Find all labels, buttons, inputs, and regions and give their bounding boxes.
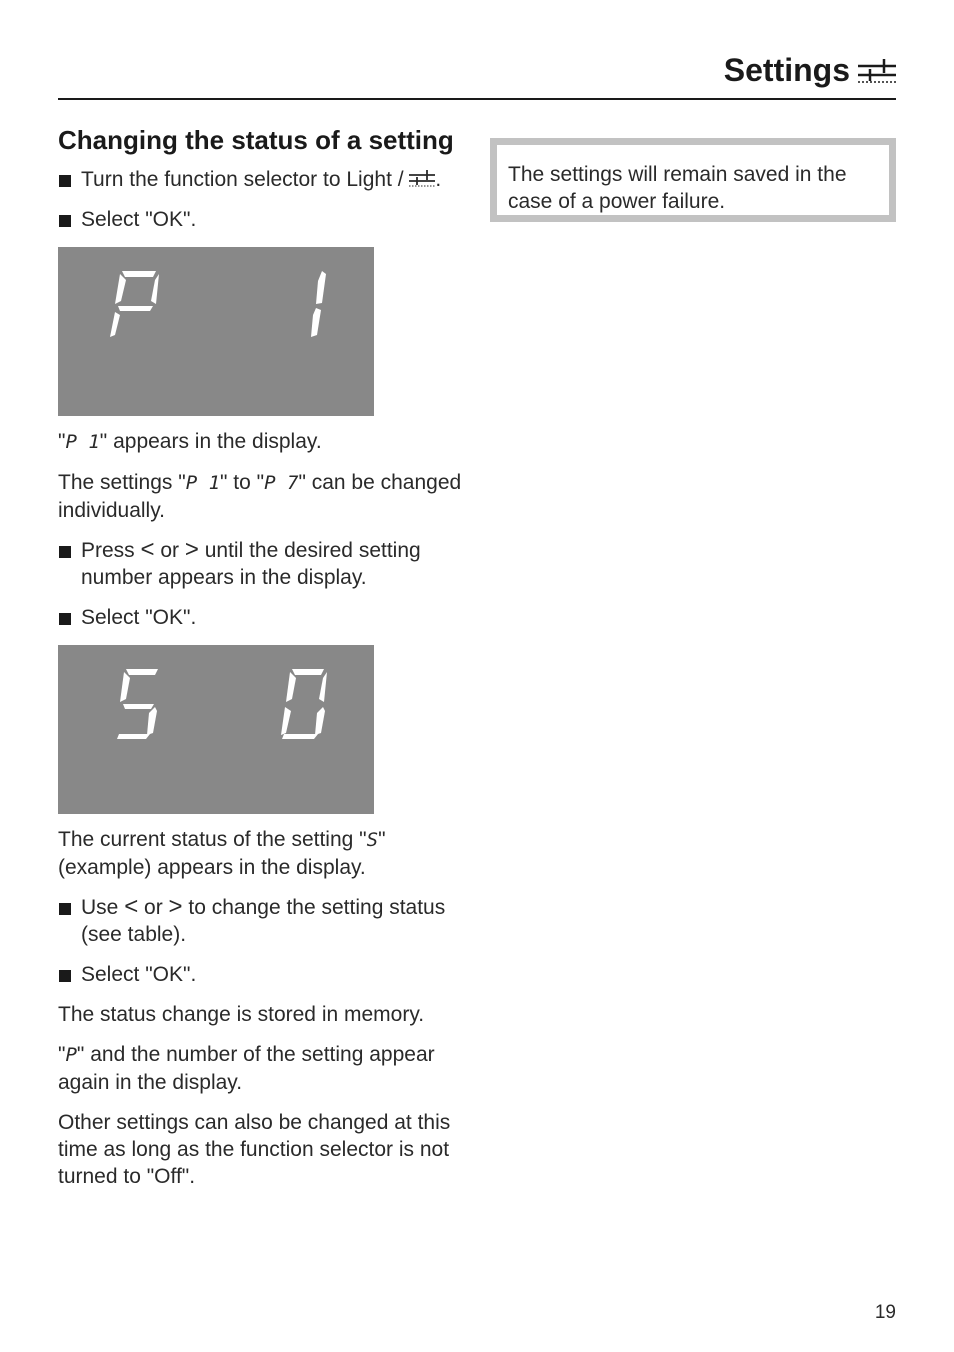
segment-p-top (122, 271, 156, 277)
note-box (490, 138, 896, 222)
bullet-icon (59, 175, 71, 187)
segment-0-lower-left (281, 707, 291, 735)
page-number: 19 (874, 1302, 896, 1323)
text: The settings " (58, 471, 186, 494)
note-text: The settings will remain saved in the case of a power failure. (497, 145, 889, 215)
display-code: S (366, 829, 379, 851)
text: " (example) appears in the display. (58, 828, 386, 879)
settings-range-text (58, 469, 468, 524)
bullet-icon (59, 613, 71, 625)
right-arrow-icon: > (168, 893, 183, 920)
quote: " (58, 1043, 66, 1066)
text: " to " (220, 471, 265, 494)
text: or (154, 539, 185, 562)
segment-0-top (292, 669, 324, 675)
segment-p-lower-left (110, 312, 120, 337)
segment-s-bottom (117, 734, 150, 739)
display-s0 (58, 645, 374, 814)
p-appears-again-text (58, 1041, 468, 1096)
left-arrow-icon: < (124, 893, 139, 920)
bullet-icon (59, 903, 71, 915)
step-press-arrows (58, 537, 468, 591)
right-arrow-icon: > (184, 536, 199, 563)
step-turn-selector (58, 166, 468, 193)
segment-s-top (126, 669, 158, 675)
segment-0-upper-right (319, 672, 327, 702)
step-text: Turn the function selector to Light / (81, 168, 410, 191)
quote: " (58, 430, 66, 453)
text: or (138, 896, 169, 919)
text: Use (81, 896, 125, 919)
display-p1 (58, 247, 374, 416)
settings-sliders-icon (409, 168, 435, 188)
text: The current status of the setting " (58, 828, 367, 851)
settings-sliders-icon (858, 56, 896, 84)
left-arrow-icon: < (140, 536, 155, 563)
instructions-column (58, 124, 468, 1190)
section-heading: Changing the status of a setting (58, 125, 454, 155)
segment-p-middle (118, 306, 153, 311)
bullet-icon (59, 215, 71, 227)
segment-s-lower-right (147, 707, 157, 735)
step-select-ok-2 (58, 604, 468, 631)
p1-rest: " appears in the display. (99, 430, 322, 453)
stored-in-memory-text: The status change is stored in memory. (58, 1003, 425, 1026)
segment-0-bottom (282, 734, 318, 739)
text: " can be changed individually. (58, 471, 462, 522)
display-code: P 1 (65, 431, 100, 453)
segment-0-lower-right (315, 707, 325, 735)
segment-1-upper (316, 271, 326, 304)
bullet-icon (59, 546, 71, 558)
other-settings-text: Other settings can also be changed at this time as long as the function selector is not turned to "Off". (58, 1111, 451, 1188)
p1-appears-text (58, 428, 468, 456)
display-code-start: P 1 (185, 472, 221, 494)
segment-p-upper-left (115, 274, 126, 304)
step-text-end: . (435, 168, 442, 191)
page-title: Settings (723, 52, 850, 88)
bullet-icon (59, 970, 71, 982)
current-status-text (58, 826, 468, 881)
segment-0-upper-left (286, 672, 296, 702)
display-s0-segments (58, 645, 374, 814)
step-text: Select "OK". (81, 963, 197, 986)
header-divider (58, 98, 896, 100)
display-code-end: P 7 (264, 472, 299, 494)
segment-s-upper-left (120, 672, 130, 702)
step-text: Select "OK". (81, 208, 197, 231)
text: " and the number of the setting appear again in the display. (58, 1043, 435, 1094)
step-select-ok (58, 206, 468, 233)
segment-p-upper-right (151, 274, 159, 304)
text: to change the setting status (see table). (81, 896, 446, 946)
step-use-arrows (58, 894, 468, 948)
step-text: Select "OK". (81, 606, 197, 629)
segment-s-middle (123, 704, 154, 709)
segment-1-lower (311, 308, 321, 337)
text: until the desired setting number appears in the display. (81, 539, 421, 589)
display-p1-segments (58, 247, 374, 416)
text: Press (81, 539, 141, 562)
display-code: P (65, 1044, 77, 1066)
step-select-ok-3 (58, 961, 468, 988)
